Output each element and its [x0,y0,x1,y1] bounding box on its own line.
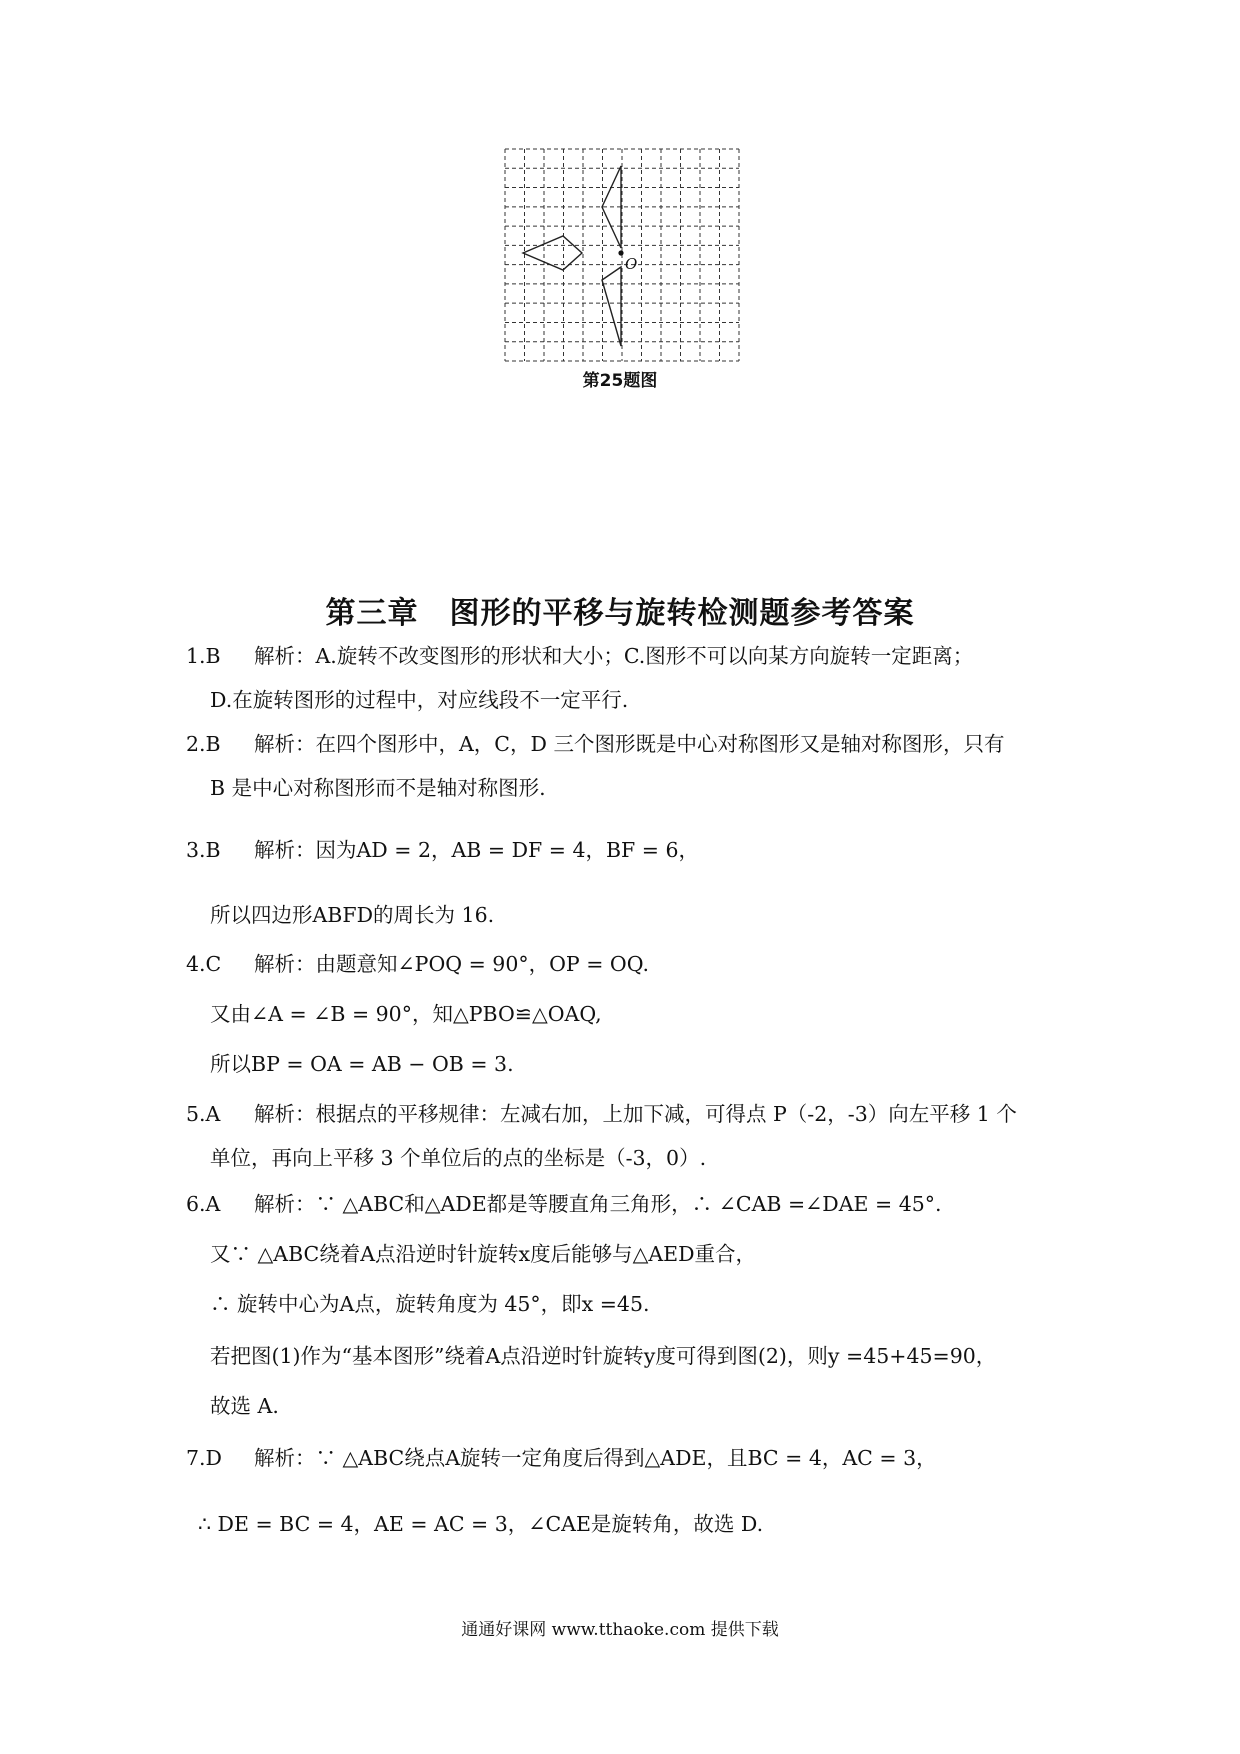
answer-3-line-2: 所以四边形ABFD的周长为 16. [210,903,495,927]
answer-3-line-1 [186,840,699,861]
answer-7-line-1 [186,1448,937,1469]
answer-6-line-5: 故选 A. [210,1394,279,1418]
answer-num: 3.B [186,838,221,862]
answer-num: 5.A [186,1102,221,1126]
answer-1-line-2: D.在旋转图形的过程中，对应线段不一定平行. [210,688,629,712]
answer-text: 解析：根据点的平移规律：左减右加，上加下减，可得点 P（-2，-3）向左平移 1 个 [254,1102,1017,1126]
grid-figure [504,148,740,362]
page-footer: 通通好课网 www.tthaoke.com 提供下载 [461,1620,779,1640]
answer-6-line-3: ∴ 旋转中心为A点，旋转角度为 45°，即x =45. [210,1292,650,1316]
answer-6-line-2: 又∵ △ABC绕着A点沿逆时针旋转x度后能够与△AED重合， [210,1242,757,1266]
left-quadrilateral [523,236,582,270]
answer-text: 解析：由题意知∠POQ = 90°，OP = OQ. [254,952,650,976]
answer-4-line-2: 又由∠A = ∠B = 90°，知△PBO≌△OAQ, [210,1002,602,1026]
answer-5-line-1 [186,1104,1017,1125]
answer-num: 1.B [186,644,221,668]
point-o-label: O [625,255,638,273]
answer-text: 解析：A.旋转不改变图形的形状和大小；C.图形不可以向某方向旋转一定距离； [254,644,974,668]
figure-25 [504,148,740,362]
answer-7-line-2: ∴ DE = BC = 4，AE = AC = 3，∠CAE是旋转角，故选 D. [198,1512,764,1536]
answer-text: 解析：∵ △ABC绕点A旋转一定角度后得到△ADE，且BC = 4，AC = 3， [254,1446,937,1470]
answer-5-line-2: 单位，再向上平移 3 个单位后的点的坐标是（-3，0）. [210,1146,707,1170]
answer-6-line-1 [186,1194,942,1215]
lower-triangle [602,267,621,346]
answer-text: 解析：在四个图形中，A，C，D 三个图形既是中心对称图形又是轴对称图形，只有 [254,732,1005,756]
answer-6-line-4: 若把图(1)作为“基本图形”绕着A点沿逆时针旋转y度可得到图(2)，则y =45+45=90， [210,1344,997,1368]
answer-num: 7.D [186,1446,222,1470]
section-title: 第三章 图形的平移与旋转检测题参考答案 [325,596,915,631]
answer-num: 4.C [186,952,222,976]
point-o [618,250,623,255]
answer-1-line-1 [186,646,973,667]
answer-4-line-1 [186,954,649,975]
shapes [523,166,621,346]
answer-text: 解析：∵ △ABC和△ADE都是等腰直角三角形，∴ ∠CAB =∠DAE = 45°. [254,1192,942,1216]
answer-2-line-2: B 是中心对称图形而不是轴对称图形. [210,776,546,800]
answer-num: 6.A [186,1192,221,1216]
figure-caption: 第25题图 [582,371,658,391]
answer-text: 解析：因为AD = 2，AB = DF = 4，BF = 6， [254,838,700,862]
answer-2-line-1 [186,734,1004,755]
answer-4-line-3: 所以BP = OA = AB − OB = 3. [210,1052,514,1076]
answer-num: 2.B [186,732,221,756]
